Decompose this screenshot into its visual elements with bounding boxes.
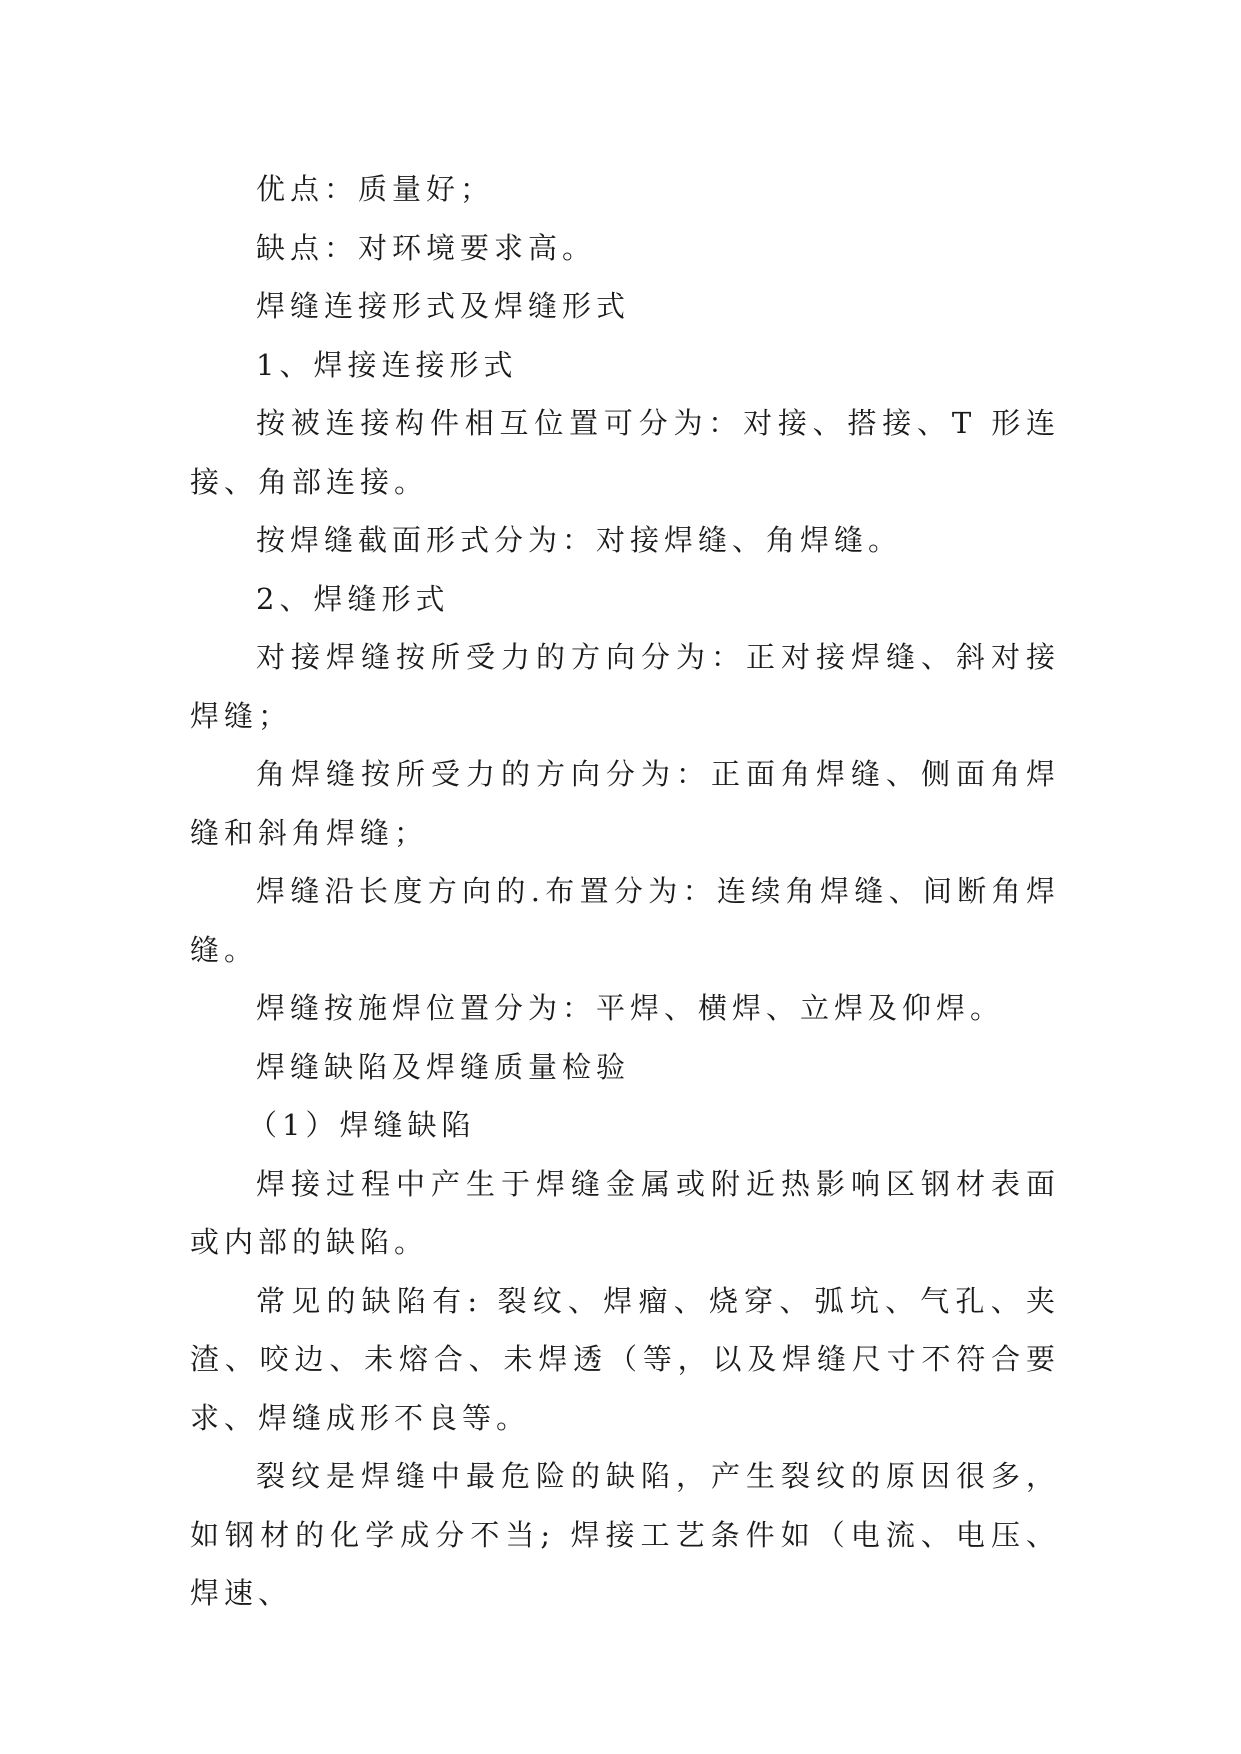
paragraph-defect-definition: 焊接过程中产生于焊缝金属或附近热影响区钢材表面或内部的缺陷。	[190, 1166, 1060, 1259]
paragraph-position-classification: 按被连接构件相互位置可分为：对接、搭接、T 形连接、角部连接。	[190, 406, 1060, 499]
section-heading-weld-forms: 焊缝连接形式及焊缝形式	[256, 289, 631, 323]
paragraph-weld-position: 焊缝按施焊位置分为：平焊、横焊、立焊及仰焊。	[256, 991, 1005, 1025]
subheading-weld-defects: （1）焊缝缺陷	[248, 1108, 476, 1142]
paragraph-disadvantage: 缺点：对环境要求高。	[256, 230, 597, 265]
subheading-connection-forms: 1、焊接连接形式	[256, 347, 518, 382]
subheading-weld-forms: 2、焊缝形式	[256, 581, 450, 616]
paragraph-butt-weld: 对接焊缝按所受力的方向分为：正对接焊缝、斜对接焊缝；	[190, 640, 1060, 733]
document-body	[190, 160, 1060, 1623]
paragraph-fillet-weld: 角焊缝按所受力的方向分为：正面角焊缝、侧面角焊缝和斜角焊缝；	[190, 757, 1060, 850]
paragraph-section-classification: 按焊缝截面形式分为：对接焊缝、角焊缝。	[256, 523, 903, 557]
paragraph-advantage: 优点：质量好；	[256, 172, 495, 206]
paragraph-cracks: 裂纹是焊缝中最危险的缺陷，产生裂纹的原因很多，如钢材的化学成分不当; 焊接工艺条件如（电流、电压、焊速、	[190, 1459, 1060, 1610]
paragraph-common-defects: 常见的缺陷有: 裂纹、焊瘤、烧穿、弧坑、气孔、夹渣、咬边、未熔合、未焊透（等，以及焊缝尺寸不符合要求、焊缝成形不良等。	[190, 1283, 1060, 1435]
section-heading-defects-inspection: 焊缝缺陷及焊缝质量检验	[256, 1049, 631, 1084]
paragraph-length-layout: 焊缝沿长度方向的.布置分为：连续角焊缝、间断角焊缝。	[190, 874, 1060, 967]
